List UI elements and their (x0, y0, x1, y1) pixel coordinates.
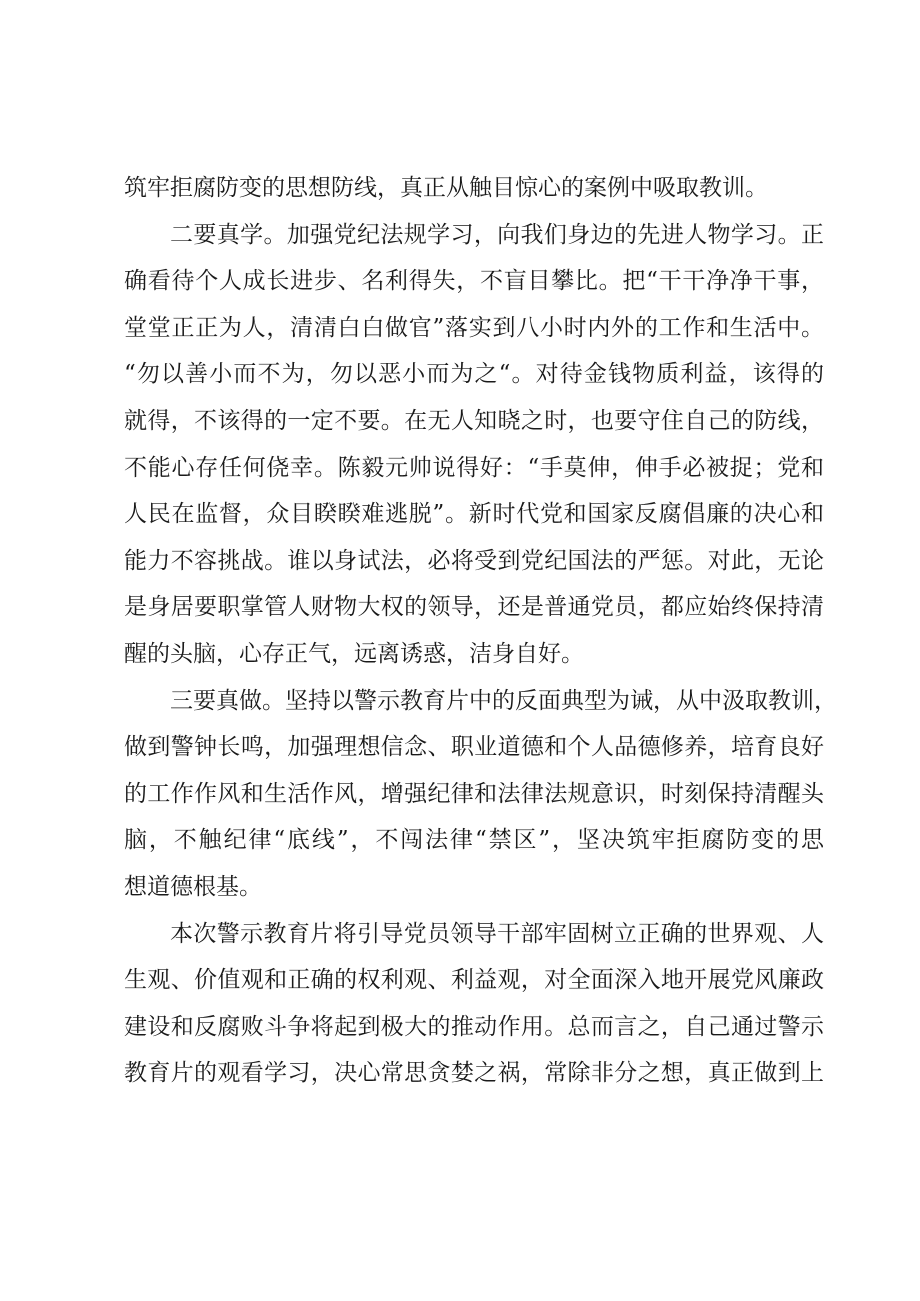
text-line: 本次警示教育片将引导党员领导干部牢固树立正确的世界观、人 (170, 920, 824, 947)
text-line: 能力不容挑战。谁以身试法，必将受到党纪国法的严惩。对此，无论 (124, 547, 824, 574)
text-line: 堂堂正正为人，清清白白做官”落实到八小时内外的工作和生活中。 (124, 314, 824, 341)
text-line: 脑，不触纪律“底线”，不闯法律“禁区”，坚决筑牢拒腐防变的思 (124, 827, 824, 854)
text-line: 三要真做。坚持以警示教育片中的反面典型为诫，从中汲取教训， (170, 687, 837, 714)
text-line: 二要真学。加强党纪法规学习，向我们身边的先进人物学习。正 (170, 221, 824, 248)
text-line: 做到警钟长鸣，加强理想信念、职业道德和个人品德修养，培育良好 (124, 734, 824, 761)
text-line: 人民在监督，众目睽睽难逃脱”。新时代党和国家反腐倡廉的决心和 (124, 501, 824, 528)
text-line: 教育片的观看学习，决心常思贪婪之祸，常除非分之想，真正做到上 (124, 1060, 824, 1087)
text-line: 就得，不该得的一定不要。在无人知晓之时，也要守住自己的防线， (124, 407, 824, 434)
text-line: 是身居要职掌管人财物大权的领导，还是普通党员，都应始终保持清 (124, 594, 824, 621)
text-line: 筑牢拒腐防变的思想防线，真正从触目惊心的案例中吸取教训。 (124, 175, 768, 201)
document-body (124, 165, 837, 1097)
paragraph-3 (124, 678, 837, 911)
text-line: 醒的头脑，心存正气，远离诱惑，洁身自好。 (124, 640, 584, 667)
text-line: 生观、价值观和正确的权利观、利益观，对全面深入地开展党风廉政 (124, 967, 824, 994)
text-line: 建设和反腐败斗争将起到极大的推动作用。总而言之，自己通过警示 (124, 1013, 824, 1040)
text-line: “勿以善小而不为，勿以恶小而为之“。对待金钱物质利益，该得的 (124, 361, 824, 388)
paragraph-4 (124, 911, 824, 1097)
paragraph-1 (124, 165, 824, 212)
text-line: 确看待个人成长进步、名利得失，不盲目攀比。把“干干净净干事， (124, 268, 824, 295)
text-line: 的工作作风和生活作风，增强纪律和法律法规意识，时刻保持清醒头 (124, 780, 824, 807)
text-line: 想道德根基。 (124, 873, 262, 900)
text-line: 不能心存任何侥幸。陈毅元帅说得好：“手莫伸，伸手必被捉；党和 (124, 454, 824, 481)
paragraph-2 (124, 212, 824, 678)
